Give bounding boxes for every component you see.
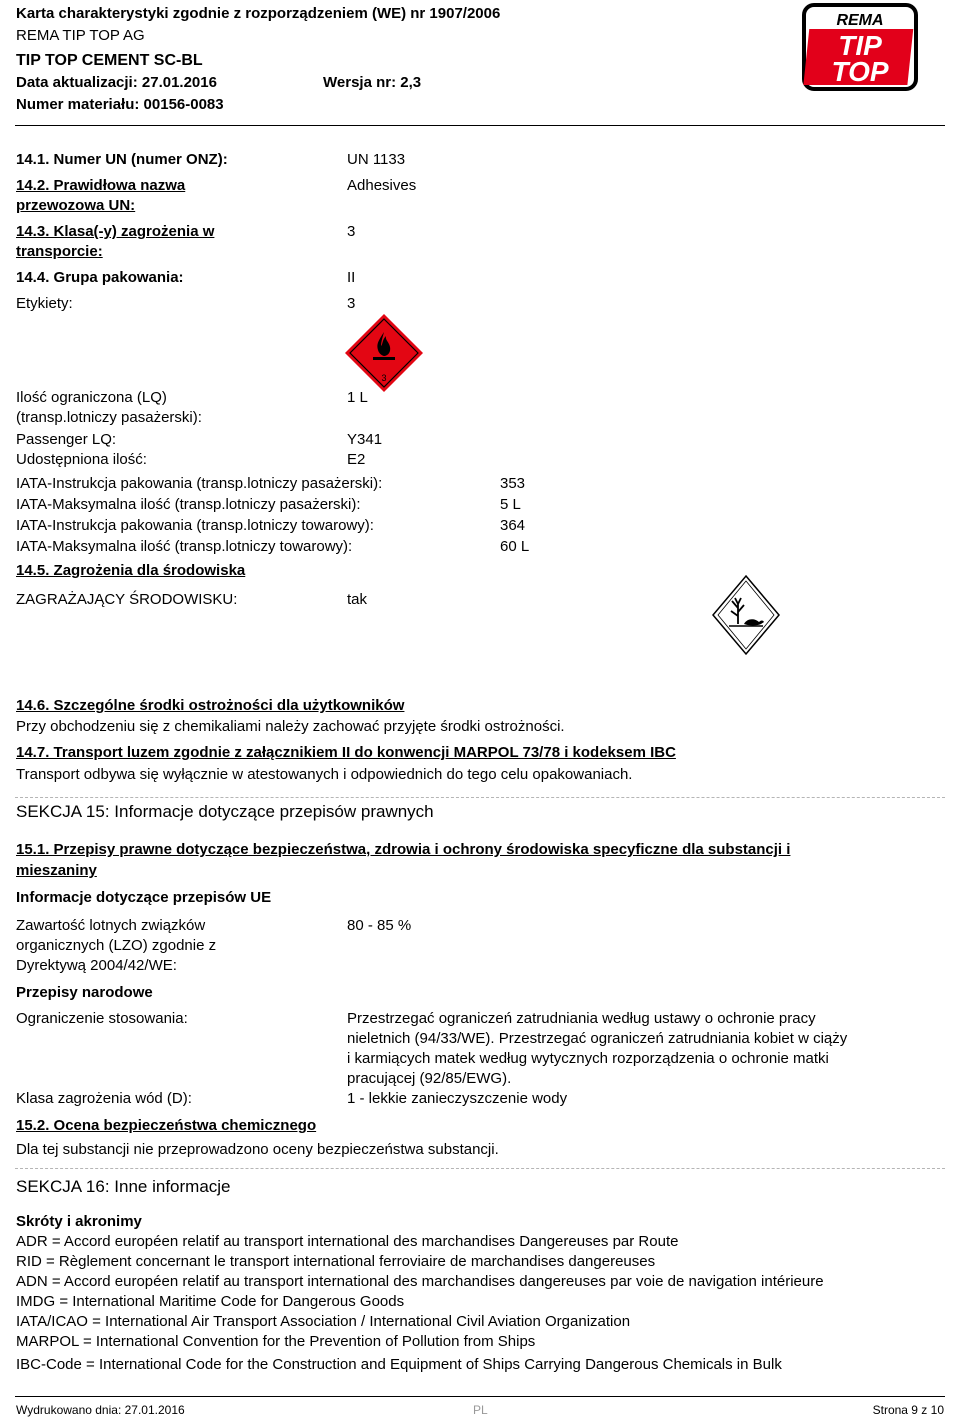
iata-row-value: 5 L: [500, 496, 521, 513]
shipping-name-label: 14.2. Prawidłowa nazwa: [16, 177, 186, 194]
abbreviation-item: IMDG = International Maritime Code for Dangerous Goods: [16, 1293, 405, 1310]
restriction-text-line: nieletnich (94/33/WE). Przestrzegać ograniczeń zatrudniania kobiet w ciąży: [347, 1030, 848, 1047]
env-hazard-value: tak: [347, 591, 368, 608]
voc-label-cont: organicznych (LZO) zgodnie z: [16, 937, 217, 954]
excepted-qty-value: E2: [347, 451, 366, 468]
shipping-name-value: Adhesives: [347, 177, 417, 194]
passenger-lq-label: Passenger LQ:: [16, 431, 117, 448]
abbreviation-item: ADN = Accord européen relatif au transport international des marchandises dangereuses par voie de navigation intérieure: [16, 1273, 824, 1290]
section-15-title: SEKCJA 15: Informacje dotyczące przepisów prawnych: [16, 802, 434, 821]
svg-text:TIP: TIP: [838, 30, 882, 61]
iata-row-label: IATA-Instrukcja pakowania (transp.lotniczy pasażerski):: [16, 475, 383, 492]
environment-hazard-pictogram-icon: [711, 574, 781, 656]
language-code: PL: [473, 1403, 488, 1417]
voc-label: Zawartość lotnych związków: [16, 917, 206, 934]
un-number-label: 14.1. Numer UN (numer ONZ):: [16, 151, 228, 168]
section-16-title: SEKCJA 16: Inne informacje: [16, 1177, 231, 1196]
passenger-lq-value: Y341: [347, 431, 383, 448]
packing-group-label: 14.4. Grupa pakowania:: [16, 269, 184, 286]
iata-row-label: IATA-Instrukcja pakowania (transp.lotniczy towarowy):: [16, 517, 374, 534]
abbreviation-item: ADR = Accord européen relatif au transport international des marchandises Dangereuses par Route: [16, 1233, 679, 1250]
bulk-transport-text: Transport odbywa się wyłącznie w atestowanych i odpowiednich do tego celu opakowaniach.: [16, 766, 633, 783]
restriction-label: Ograniczenie stosowania:: [16, 1010, 188, 1027]
precautions-text: Przy obchodzeniu się z chemikaliami należy zachować przyjęte środki ostrożności.: [16, 718, 565, 735]
abbreviation-item: RID = Règlement concernant le transport international ferroviaire de marchandises dangereuses: [16, 1253, 656, 1270]
bulk-transport-heading: 14.7. Transport luzem zgodnie z załącznikiem II do konwencji MARPOL 73/78 i kodeksem IBC: [16, 744, 676, 761]
heading-15-1-cont: mieszaniny: [16, 862, 97, 879]
packing-group-value: II: [347, 269, 356, 286]
hazard-class-label: 14.3. Klasa(-y) zagrożenia w: [16, 223, 215, 240]
iata-row-label: IATA-Maksymalna ilość (transp.lotniczy pasażerski):: [16, 496, 361, 513]
water-hazard-label: Klasa zagrożenia wód (D):: [16, 1090, 192, 1107]
voc-label-cont: Dyrektywą 2004/42/WE:: [16, 957, 177, 974]
version-number: Wersja nr: 2,3: [323, 74, 422, 91]
abbreviation-item: IBC-Code = International Code for the Construction and Equipment of Ships Carrying Dangerous Chemicals in Bulk: [16, 1356, 782, 1373]
eu-regulations-heading: Informacje dotyczące przepisów UE: [16, 889, 272, 906]
env-hazards-heading: 14.5. Zagrożenia dla środowiska: [16, 562, 246, 579]
abbreviation-item: MARPOL = International Convention for the Prevention of Pollution from Ships: [16, 1333, 536, 1350]
printed-date: Wydrukowano dnia: 27.01.2016: [16, 1403, 185, 1417]
section-divider: [15, 1168, 945, 1169]
footer-divider: [15, 1396, 945, 1397]
lq-label-cont: (transp.lotniczy pasażerski):: [16, 409, 202, 426]
document-title: Karta charakterystyki zgodnie z rozporządzeniem (WE) nr 1907/2006: [16, 5, 501, 22]
rema-tip-top-logo: [802, 3, 918, 91]
hazard-class-label-cont: transporcie:: [16, 243, 103, 260]
section-divider: [15, 797, 945, 798]
flammable-liquid-pictogram-icon: [343, 312, 425, 394]
iata-row-label: IATA-Maksymalna ilość (transp.lotniczy towarowy):: [16, 538, 353, 555]
update-date: Data aktualizacji: 27.01.2016: [16, 74, 217, 91]
material-number: Numer materiału: 00156-0083: [16, 96, 224, 113]
hazard-class-value: 3: [347, 223, 356, 240]
restriction-text-line: i karmiących matek według wytycznych rozporządzenia o ochronie matki: [347, 1050, 829, 1067]
un-number-value: UN 1133: [347, 151, 406, 168]
lq-value: 1 L: [347, 389, 368, 406]
header-divider: [15, 125, 945, 126]
chemical-safety-text: Dla tej substancji nie przeprowadzono oceny bezpieczeństwa substancji.: [16, 1141, 499, 1158]
svg-text:TOP: TOP: [831, 56, 889, 87]
flame-class-number: 3: [381, 373, 387, 383]
restriction-text-line: pracującej (92/85/EWG).: [347, 1070, 512, 1087]
heading-15-1: 15.1. Przepisy prawne dotyczące bezpieczeństwa, zdrowia i ochrony środowiska specyficzne dla substancji i: [16, 841, 791, 858]
product-name: TIP TOP CEMENT SC-BL: [16, 52, 203, 69]
abbreviations-heading: Skróty i akronimy: [16, 1213, 142, 1230]
chemical-safety-heading: 15.2. Ocena bezpieczeństwa chemicznego: [16, 1117, 317, 1134]
voc-value: 80 - 85 %: [347, 917, 412, 934]
iata-row-value: 364: [500, 517, 526, 534]
page-number: Strona 9 z 10: [872, 1403, 944, 1417]
iata-row-value: 60 L: [500, 538, 530, 555]
labels-label: Etykiety:: [16, 295, 73, 312]
precautions-heading: 14.6. Szczególne środki ostrożności dla użytkowników: [16, 697, 405, 714]
excepted-qty-label: Udostępniona ilość:: [16, 451, 147, 468]
svg-text:REMA: REMA: [836, 12, 884, 29]
env-hazard-label: ZAGRAŻAJĄCY ŚRODOWISKU:: [16, 591, 238, 608]
lq-label: Ilość ograniczona (LQ): [16, 389, 167, 406]
national-regulations-heading: Przepisy narodowe: [16, 984, 153, 1001]
labels-value: 3: [347, 295, 356, 312]
company-name: REMA TIP TOP AG: [16, 27, 145, 44]
water-hazard-value: 1 - lekkie zanieczyszczenie wody: [347, 1090, 568, 1107]
restriction-text-line: Przestrzegać ograniczeń zatrudniania według ustawy o ochronie pracy: [347, 1010, 816, 1027]
iata-row-value: 353: [500, 475, 526, 492]
shipping-name-label-cont: przewozowa UN:: [16, 197, 136, 214]
abbreviation-item: IATA/ICAO = International Air Transport Association / International Civil Aviation Organization: [16, 1313, 631, 1330]
